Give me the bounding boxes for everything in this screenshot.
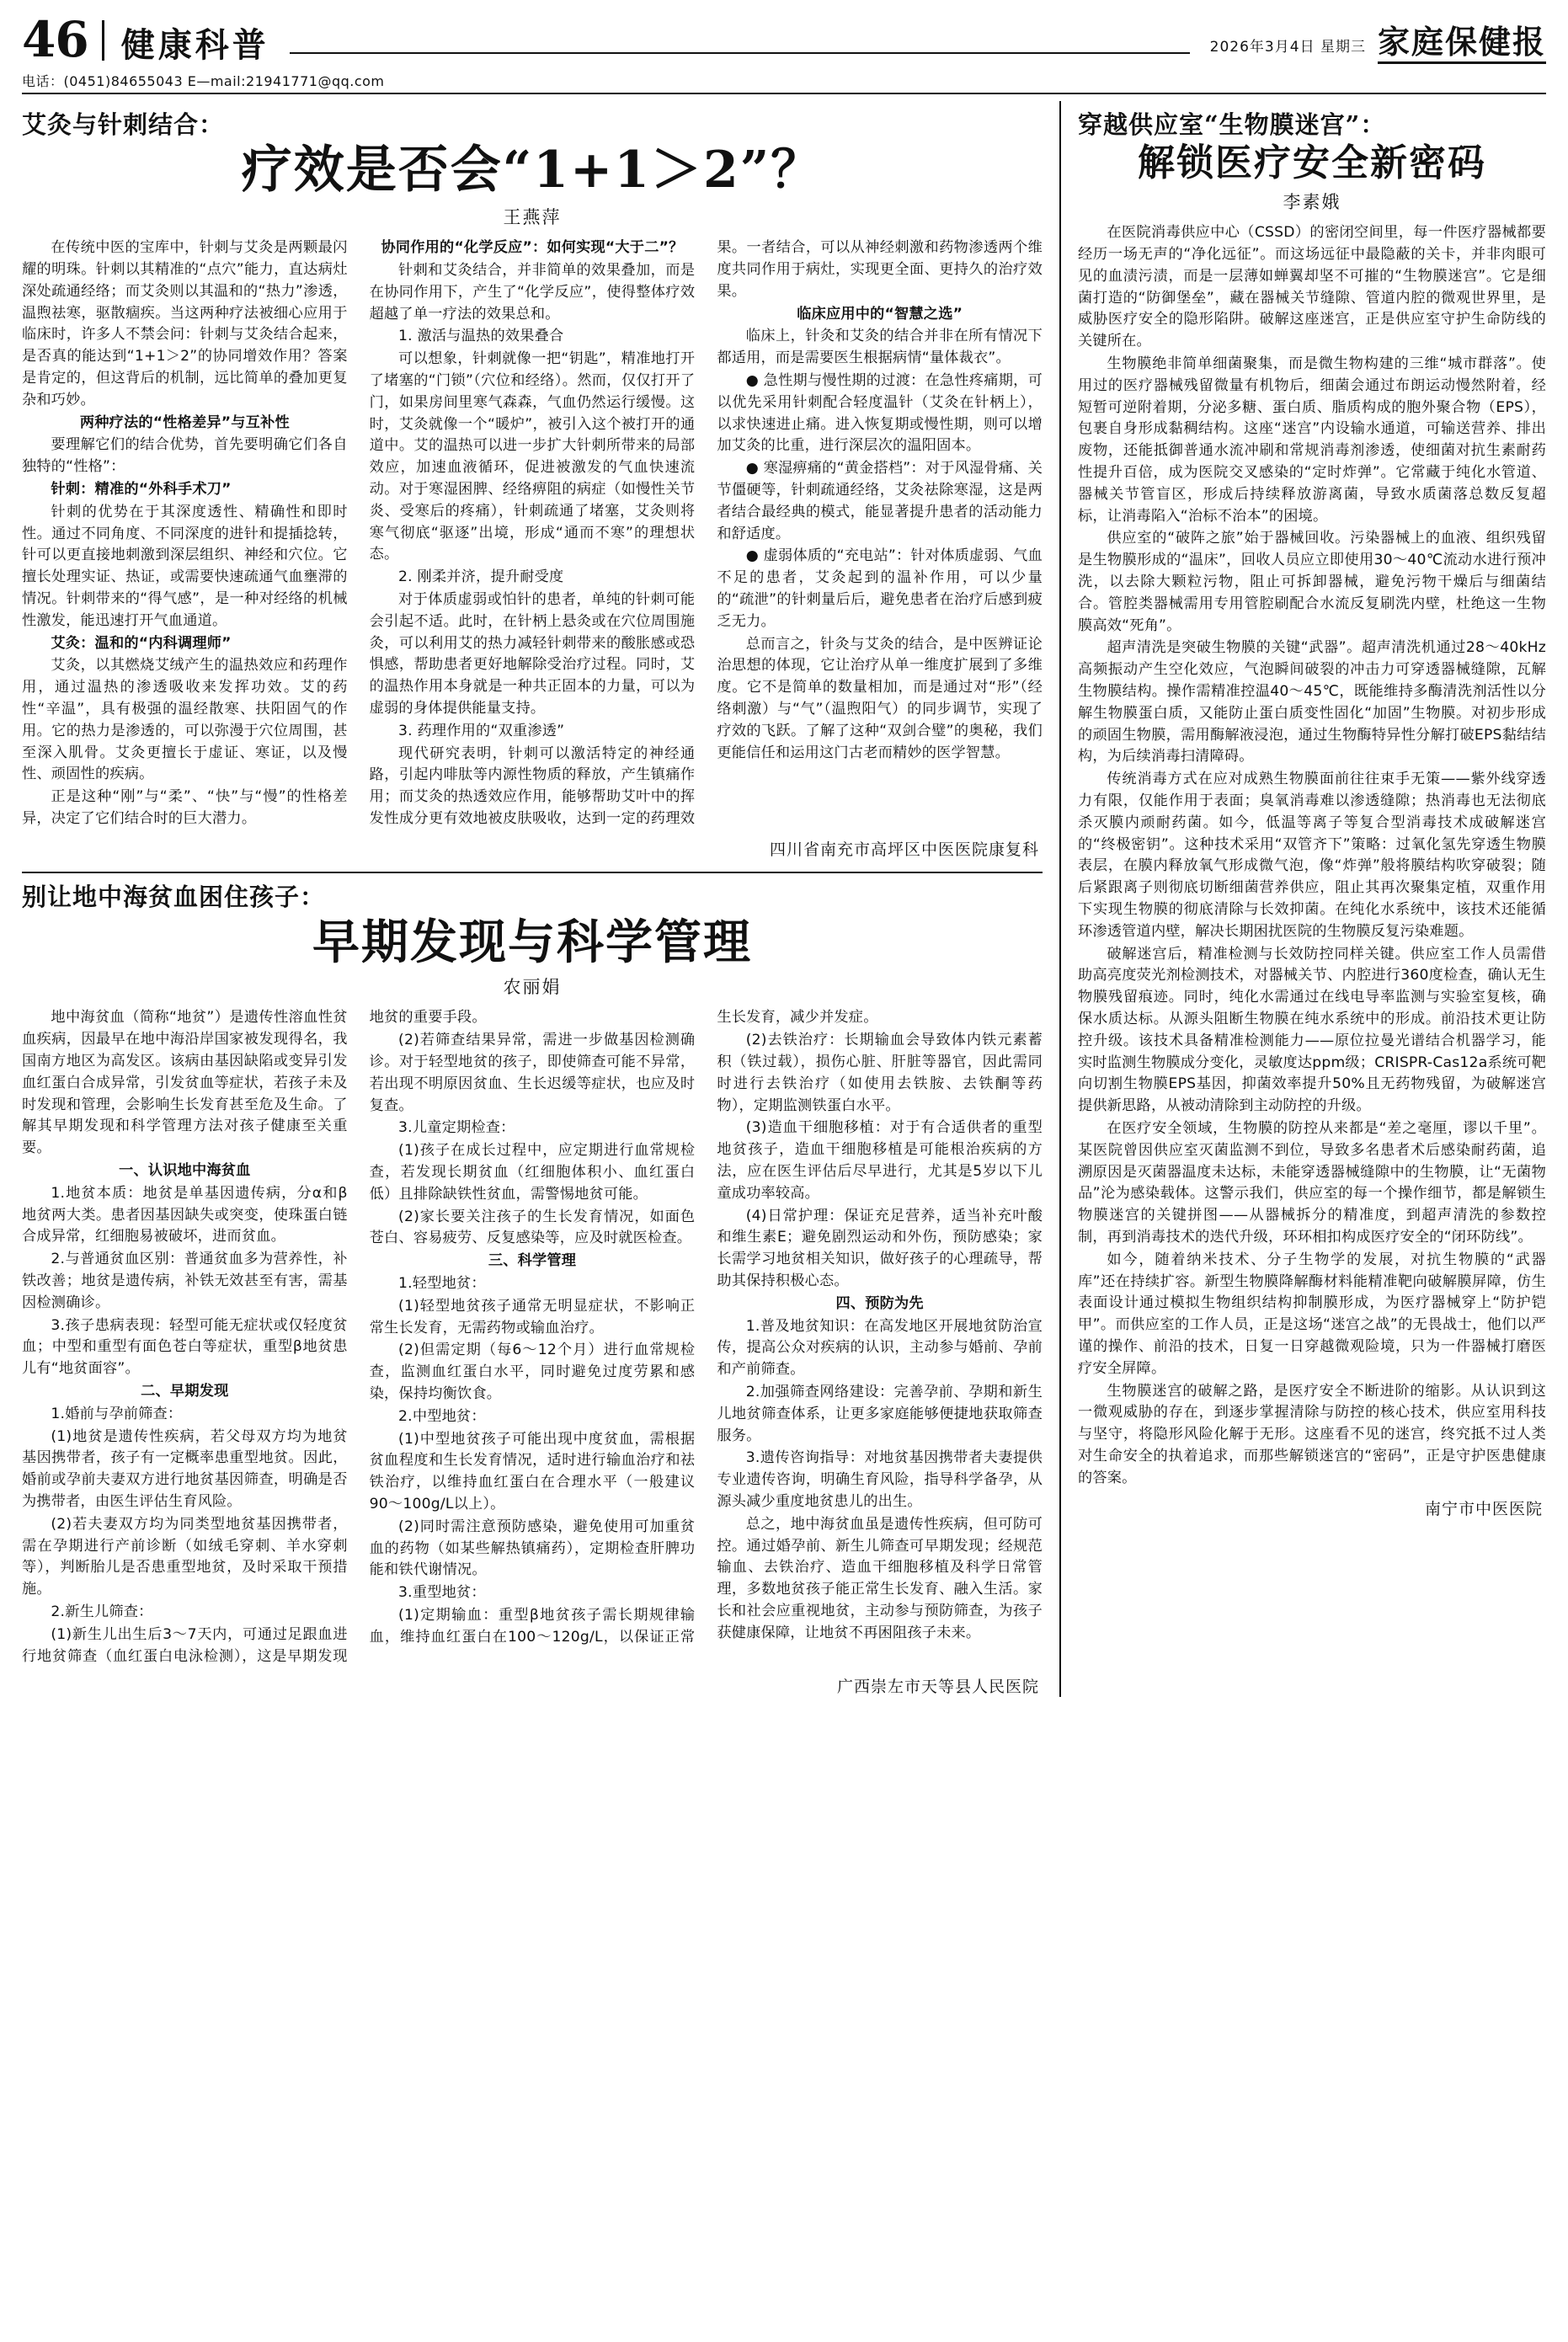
article-acupuncture-moxibustion (22, 106, 1043, 860)
article-kicker: 艾灸与针刺结合： (22, 110, 225, 139)
article-paragraph: (2)若夫妻双方均为同类型地贫基因携带者，需在孕期进行产前诊断（如绒毛穿刺、羊水穿刺等），判断胎儿是否患重型地贫，及时采取干预措施。 (22, 1515, 348, 1598)
article-paragraph: 3.儿童定期检查： (398, 1119, 515, 1137)
article-paragraph: 二、早期发现 (141, 1382, 229, 1400)
article-paragraph: (2)家长要关注孩子的生长发育情况，如面色苍白、容易疲劳、反复感染等，应及时就医检查。 (369, 1208, 696, 1247)
article-kicker: 别让地中海贫血困住孩子： (22, 882, 326, 911)
article-paragraph: (1)新生儿出生后3～7天内，可通过足跟血进行地贫筛查（血红蛋白电泳检测），这是早期发现地贫的重要手段。 (22, 1009, 487, 1665)
article-paragraph: 生物膜绝非简单细菌聚集，而是微生物构建的三维“城市群落”。使用过的医疗器械残留微量有机物后，细菌会通过布朗运动慢然附着，经短暂可逆附着期，分泌多糖、蛋白质、脂质构成的胞外聚合物（EPS），包裹自身形成黏稠结构。这座“迷宫”内设输水通道，可输送营养、排出废物，还能抵御普通水流冲刷和常规消毒剂渗透，使细菌对抗生素耐药性提升百倍，成为医院交叉感染的“定时炸弹”。它常藏于纯化水管道、器械关节管盲区，形成后持续释放游离菌，导致水质菌落总数反复超标，让消毒陷入“治标不治本”的困境。 (1078, 355, 1546, 525)
masthead-rule (290, 52, 1190, 54)
section-title: 健康科普 (120, 25, 269, 65)
contact-line: 电话：(0451)84655043 E—mail:21941771@qq.com (22, 67, 1546, 94)
article-credit: 四川省南充市高坪区中医医院康复科 (769, 840, 1039, 859)
article-paragraph: ● 急性期与慢性期的过渡：在急性疼痛期，可以优先采用针刺配合轻度温针（艾灸在针柄上），以求快速进止痛。进入恢复期或慢性期，则可以增加艾灸的比重，进行深层次的温阳固本。 (717, 371, 1043, 455)
article-paragraph: 1.婚前与孕前筛查： (51, 1405, 183, 1422)
article-paragraph: 3.遗传咨询指导：对地贫基因携带者夫妻提供专业遗传咨询，明确生育风险，指导科学备孕，从源头减少重度地贫患儿的出生。 (717, 1449, 1043, 1510)
masthead-divider (102, 20, 104, 61)
article-paragraph: 临床应用中的“智慧之选” (797, 305, 963, 323)
article-paragraph: 传统消毒方式在应对成熟生物膜面前往往束手无策——紫外线穿透力有限，仅能作用于表面；臭氧消毒难以渗透缝隙；热消毒也无法彻底杀灭膜内顽耐药菌。如今，低温等离子等复合型消毒技术成破解迷宫的“终极密钥”。这种技术采用“双管齐下”策略：过氧化氢先穿透生物膜表层，在膜内释放氧气形成微气泡，像“炸弹”般将膜结构吹穿破裂；随后紧跟离子则彻底切断细菌营养供应，阻止其再次聚集定植，双重作用下实现生物膜的彻底清除与长效抑菌。在纯化水系统中，该技术还能循环渗透管道内壁，解决长期困扰医院的生物膜反复污染难题。 (1078, 771, 1546, 940)
article-paragraph: 如今，随着纳米技术、分子生物学的发展，对抗生物膜的“武器库”还在持续扩容。新型生物膜降解酶材料能精准靶向破解膜屏障，仿生表面设计通过模拟生物组织结构抑制膜形成，为医疗器械穿上“防护铠甲”。而供应室的工作人员，正是这场“迷宫之战”的无畏战士，他们以严谨的操作、前沿的技术，日复一日穿越微观险境，只为一件器械打磨医疗安全屏障。 (1078, 1251, 1546, 1377)
article-paragraph: 超声清洗是突破生物膜的关键“武器”。超声清洗机通过28～40kHz高频振动产生空化效应，气泡瞬间破裂的冲击力可穿透器械缝隙，瓦解生物膜结构。操作需精准控温40～45℃，既能维持多酶清洗剂活性以分解生物膜蛋白质，又能防止蛋白质变性固化“加固”生物膜。对初步形成的顽固生物膜，需用酶解液浸泡，通过生物酶特异性分解打破EPS黏结结构，为后续消毒扫清障碍。 (1078, 639, 1546, 766)
article-paragraph: 临床上，针灸和艾灸的结合并非在所有情况下都适用，而是需要医生根据病情“量体裁衣”。 (717, 328, 1043, 367)
article-paragraph: (2)同时需注意预防感染，避免使用可加重贫血的药物（如某些解热镇痛药），定期检查肝脾功能和铁代谢情况。 (369, 1518, 696, 1579)
article-thalassemia (22, 878, 1043, 1698)
article-byline: 王燕萍 (503, 207, 562, 228)
article-paragraph: 3. 药理作用的“双重渗透” (398, 722, 565, 739)
article-paragraph: 在医疗安全领域，生物膜的防控从来都是“差之毫厘，谬以千里”。某医院曾因供应室灭菌监测不到位，导致多名患者术后感染耐药菌，追溯原因是灭菌器温度未达标，未能穿透器械缝隙中的生物膜，让“无菌物品”沦为感染载体。这警示我们，供应室的每一个操作细节，都是解锁生物膜迷宫的关键拼图——从器械拆分的精准度，到超声清洗的参数控制，再到消毒技术的迭代升级，环环相扣构成医疗安全的“闭环防线”。 (1078, 1119, 1546, 1246)
article-paragraph: 3.孩子患病表现：轻型可能无症状或仅轻度贫血；中型和重型有面色苍白等症状，重型β地贫患儿有“地贫面容”。 (22, 1316, 348, 1378)
article-paragraph: (1)地贫是遗传性疾病，若父母双方均为地贫基因携带者，孩子有一定概率患重型地贫。因此，婚前或孕前夫妻双方进行地贫基因筛查，明确是否为携带者，由医生评估生育风险。 (22, 1427, 348, 1510)
page-number: 46 (22, 11, 88, 68)
article-paragraph: 2.中型地贫： (398, 1407, 486, 1425)
article-paragraph: (2)去铁治疗：长期输血会导致体内铁元素蓄积（铁过载），损伤心脏、肝脏等器官，因此需同时进行去铁治疗（如使用去铁胺、去铁酮等药物），定期监测铁蛋白水平。 (717, 1032, 1043, 1114)
article-paragraph: 1.地贫本质：地贫是单基因遗传病，分α和β地贫两大类。患者因基因缺失或突变，使珠蛋白链合成异常，红细胞易被破坏，进而贫血。 (22, 1184, 348, 1246)
article-biofilm (1078, 106, 1546, 1519)
article-paragraph: 艾灸，以其燃烧艾绒产生的温热效应和药理作用，通过温热的渗透吸收来发挥功效。艾的药性“辛温”，具有极强的温经散寒、扶阳固气的作用。它的热力是渗透的，可以弥漫于穴位周围，甚至深入肌骨。艾灸更擅长于虚证、寒证，以及慢性、顽固性的疾病。 (22, 657, 348, 783)
article-paragraph: (4)日常护理：保证充足营养，适当补充叶酸和维生素E；避免剧烈运动和外伤，预防感染；家长需学习地贫相关知识，做好孩子的心理疏导，帮助其保持积极心态。 (717, 1207, 1043, 1289)
article-headline: 解锁医疗安全新密码 (1138, 141, 1486, 184)
issue-date: 2026年3月4日 星期三 (1209, 39, 1366, 56)
article-body (22, 237, 1043, 830)
article-body (1078, 222, 1546, 1490)
article-paragraph: 三、科学管理 (488, 1252, 577, 1270)
article-paragraph: 要理解它们的结合优势，首先要明确它们各自独特的“性格”： (22, 436, 348, 476)
article-paragraph: 总而言之，针灸与艾灸的结合，是中医辨证论治思想的体现，它让治疗从单一维度扩展到了多维度。它不是简单的数量相加，而是通过对“形”（经络刺激）与“气”（温煦阳气）的同步调节，实现了疗效的飞跃。了解了这种“双剑合璧”的奥秘，我们更能信任和运用这门古老而精妙的医学智慧。 (717, 635, 1043, 761)
article-paragraph: 艾灸：温和的“内科调理师” (51, 634, 232, 652)
article-byline: 李素娥 (1283, 192, 1341, 213)
masthead (22, 11, 1546, 68)
article-headline: 疗效是否会“1+1＞2”？ (241, 141, 824, 200)
article-paragraph: 1.普及地贫知识：在高发地区开展地贫防治宣传，提高公众对疾病的认识，主动参与婚前、孕前和产前筛查。 (717, 1317, 1043, 1379)
article-paragraph: 供应室的“破阵之旅”始于器械回收。污染器械上的血液、组织残留是生物膜形成的“温床”，回收人员应立即使用30～40℃流动水进行预冲洗，以去除大颗粒污物，阻止可拆卸器械，避免污物干燥后与细菌结合。管腔类器械需用专用管腔刷配合水流反复刷洗内壁，杜绝这一生物膜高效“死角”。 (1078, 530, 1546, 634)
article-paragraph: ● 虚弱体质的“充电站”：针对体质虚弱、气血不足的患者，艾灸起到的温补作用，可以少量的“疏泄”的针刺量后后，避免患者在治疗后感到疲乏无力。 (717, 547, 1043, 630)
section-divider (22, 872, 1043, 873)
article-credit: 广西崇左市天等县人民医院 (836, 1678, 1039, 1697)
article-paragraph: 针刺和艾灸结合，并非简单的效果叠加，而是在协同作用下，产生了“化学反应”，使得整体疗效超越了单一疗法的效果总和。 (369, 261, 696, 323)
article-paragraph: 在传统中医的宝库中，针刺与艾灸是两颗最闪耀的明珠。针刺以其精准的“点穴”能力，直达病灶深处疏通经络；而艾灸则以其温和的“热力”渗透，温煦祛寒，驱散痼疾。当这两种疗法被细心应用于临床时，许多人不禁会问：针刺与艾灸结合起来，是否真的能达到“1+1＞2”的协同增效作用？答案是肯定的，但这背后的机制，远比简单的叠加更复杂和巧妙。 (22, 239, 348, 408)
article-paragraph: 总之，地中海贫血虽是遗传性疾病，但可防可控。通过婚孕前、新生儿筛查可早期发现；经规范输血、去铁治疗、造血干细胞移植及科学日常管理，多数地贫孩子能正常生长发育、融入生活。家长和社会应重视地贫，主动参与预防筛查，为孩子获健康保障，让地贫不再困阻孩子未来。 (717, 1515, 1043, 1641)
article-paragraph: 破解迷宫后，精准检测与长效防控同样关键。供应室工作人员需借助高亮度荧光剂检测技术，对器械关节、内腔进行360度检查，确认无生物膜残留痕迹。同时，纯化水需通过在线电导率监测与实验室复核，确保水质达标。从源头阻断生物膜在纯水系统中的形成。前沿技术更让防控升级。该技术具备精准检测能力——原位拉曼光谱结合机器学习，能实时监测生物膜成分变化，灵敏度达ppm级；CRISPR-Cas12a系统可靶向切割生物膜EPS基因，抑菌效率提升50%且无药物残留，为破解迷宫提供新思路，从被动清除到主动防控的升级。 (1078, 945, 1546, 1115)
article-paragraph: 地中海贫血（简称“地贫”）是遗传性溶血性贫血疾病，因最早在地中海沿岸国家被发现得名，我国南方地区为高发区。该病由基因缺陷或变异引发血红蛋白合成异常，引发贫血等症状，若孩子未及时发现和管理，会影响生长发育甚至危及生命。了解其早期发现和科学管理方法对孩子健康至关重要。 (22, 1009, 348, 1157)
article-paragraph: 生物膜迷宫的破解之路，是医疗安全不断进阶的缩影。从认识到这一微观威胁的存在，到逐步掌握清除与防控的核心技术，供应室用科技与坚守，将隐形风险化解于无形。这座看不见的迷宫，终究抵不过人类对生命安全的执着追求，而那些解锁迷宫的“密码”，正是守护医患健康的答案。 (1078, 1382, 1546, 1486)
article-byline: 农丽娟 (503, 977, 562, 998)
article-paragraph: (1)轻型地贫孩子通常无明显症状，不影响正常生长发育，无需药物或输血治疗。 (369, 1297, 696, 1336)
article-paragraph: 正是这种“刚”与“柔”、“快”与“慢”的性格差异，决定了它们结合时的巨大潜力。 (22, 788, 348, 827)
article-paragraph: 现代研究表明，针刺可以激活特定的神经通路，引起内啡肽等内源性物质的释放，产生镇痛作用；而艾灸的热透效应作用，能够帮助艾叶中的挥发性成分更有效地被皮肤吸收，达到一定的药理效果。一者结合，可以从神经刺激和药物渗透两个维度共同作用于病灶，实现更全面、更持久的治疗效果。 (369, 239, 1043, 827)
paper-name: 家庭保健报 (1377, 23, 1546, 61)
article-paragraph: 1. 激活与温热的效果叠合 (398, 328, 564, 345)
page-body (22, 101, 1546, 1697)
article-paragraph: 可以想象，针刺就像一把“钥匙”，精准地打开了堵塞的“门锁”（穴位和经络）。然而，仅仅打开了门，如果房间里寒气森森，气血仍然运行缓慢。这时，艾灸就像一个“暖炉”，被引入这个被打开的通道中。艾的温热可以进一步扩大针刺所带来的局部效应，加速血液循环，促进被激发的气血快速流动。对于寒湿困脾、经络痹阻的病症（如慢性关节炎、受寒后的疼痛），针刺疏通了堵塞，艾灸则将寒气彻底“驱逐”出境，形成“通而不寒”的理想状态。 (369, 350, 696, 563)
article-paragraph: (2)若筛查结果异常，需进一步做基因检测确诊。对于轻型地贫的孩子，即使筛查可能不异常，若出现不明原因贫血、生长迟缓等症状，也应及时复查。 (369, 1032, 696, 1114)
article-paragraph: 3.重型地贫： (398, 1584, 486, 1602)
article-paragraph: (1)中型地贫孩子可能出现中度贫血，需根据贫血程度和生长发育情况，适时进行输血治疗和祛铁治疗，以维持血红蛋白在合理水平（一般建议90～100g/L以上）。 (369, 1430, 696, 1512)
article-paragraph: 针刺：精准的“外科手术刀” (51, 480, 232, 498)
article-body (22, 1007, 1043, 1667)
right-column (1059, 101, 1546, 1697)
article-paragraph: 对于体质虚弱或怕针的患者，单纯的针刺可能会引起不适。此时，在针柄上悬灸或在穴位周围施灸，可以利用艾的热力减轻针刺带来的酸胀感或恐惧感，帮助患者更好地解除受治疗过程。同时，艾的温热作用本身就是一种共正固本的力量，可以为虚弱的身体提供能量支持。 (369, 590, 696, 717)
left-column (22, 101, 1043, 1697)
paper-logo (1377, 23, 1546, 64)
article-headline: 早期发现与科学管理 (312, 914, 752, 970)
article-paragraph: 1.轻型地贫： (398, 1274, 486, 1292)
article-paragraph: (1)孩子在成长过程中，应定期进行血常规检查，若发现长期贫血（红细胞体积小、血红蛋白低）且排除缺铁性贫血，需警惕地贫可能。 (369, 1142, 696, 1203)
article-paragraph: 四、预防为先 (835, 1294, 924, 1312)
article-paragraph: 2.新生儿筛查： (51, 1603, 153, 1620)
article-paragraph: 两种疗法的“性格差异”与互补性 (79, 413, 290, 431)
article-paragraph: 一、认识地中海贫血 (119, 1162, 251, 1179)
article-paragraph: (3)造血干细胞移植：对于有合适供者的重型地贫孩子，造血干细胞移植是可能根治疾病的方法，应在医生评估后尽早进行，尤其是5岁以下儿童成功率较高。 (717, 1119, 1043, 1202)
article-kicker: 穿越供应室“生物膜迷宫”： (1078, 110, 1386, 139)
article-paragraph: 2.加强筛查网络建设：完善孕前、孕期和新生儿地贫筛查体系，让更多家庭能够便捷地获取筛查服务。 (717, 1383, 1043, 1444)
article-paragraph: 2. 刚柔并济，提升耐受度 (398, 568, 564, 586)
article-paragraph: 2.与普通贫血区别：普通贫血多为营养性，补铁改善；地贫是遗传病，补铁无效甚至有害，需基因检测确诊。 (22, 1251, 348, 1311)
article-paragraph: ● 寒湿痹痛的“黄金搭档”：对于风湿骨痛、关节僵硬等，针刺疏通经络，艾灸祛除寒湿，这是两者结合最经典的模式，能显著提升患者的活动能力和舒适度。 (717, 460, 1043, 542)
article-paragraph: 针刺的优势在于其深度透性、精确性和即时性。通过不同角度、不同深度的进针和提插捻转，针可以更直接地刺激到深层组织、神经和穴位。它擅长处理实证、热证，或需要快速疏通气血壅滞的情况。针刺带来的“得气感”，是一种对经络的机械性激发，能迅速打开气血通道。 (22, 503, 348, 629)
article-credit: 南宁市中医医院 (1424, 1500, 1543, 1519)
article-paragraph: 协同作用的“化学反应”：如何实现“大于二”？ (381, 239, 684, 257)
article-paragraph: (1)定期输血：重型β地贫孩子需长期规律输血，维持血红蛋白在100～120g/L，以保证正常生长发育，减少并发症。 (369, 1009, 878, 1646)
article-paragraph: (2)但需定期（每6～12个月）进行血常规检查，监测血红蛋白水平，同时避免过度劳累和感染，保持均衡饮食。 (369, 1342, 696, 1402)
article-paragraph: 在医院消毒供应中心（CSSD）的密闭空间里，每一件医疗器械都要经历一场无声的“净化远征”。而这场远征中最隐蔽的关卡，并非肉眼可见的血渍污渍，而是一层薄如蝉翼却坚不可摧的“生物膜迷宫”。它是细菌打造的“防御堡垒”，藏在器械关节缝隙、管道内腔的微观世界里，是威胁医疗安全的隐形陷阱。破解这座迷宫，正是供应室守护生命防线的关键所在。 (1078, 224, 1546, 350)
